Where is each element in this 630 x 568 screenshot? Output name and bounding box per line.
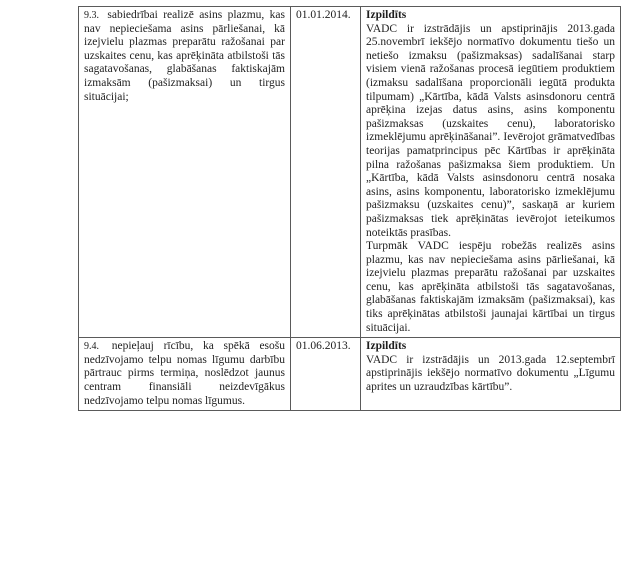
- status-paragraph: VADC ir izstrādājis un apstiprinājis 2013.gada 25.novembrī iekšējo normatīvo dokumentu tiešo un netiešo izmaksu (pašizmaksas) sadalīšanai starp visiem vienā ražošanas procesā iegūtiem produktiem (izmaksu sadalīšana proporcionāli iegūtā produkta tilpumam) „Kārtība, kādā Valsts asinsdonoru centrā aprēķina izejas datus asins, asins komponentu pašizmaksas (uzskaites cenu), laboratorisko izmeklējumu aprēķināšanai”. Ievērojot grāmatvedības teorijas pamatprincipus pēc Kārtības ir aprēķināta pilna ražošanas pašizmaksa šiem produktiem. Un „Kārtība, kādā Valsts asinsdonoru centrā nosaka asins, asins komponentu, laboratorisko izmeklējumu pašizmaksu (uzskaites cenu)”, saskaņā ar kuriem pašizmaksas tiek aprēķinātas ievērojot ieteikumos noteiktās prasības.: [366, 22, 615, 239]
- deadline-cell: [291, 338, 361, 411]
- deadline-date: 01.01.2014.: [296, 9, 351, 21]
- status-label: Izpildīts: [366, 9, 407, 21]
- task-text: nepieļauj rīcību, ka spēkā esošu nedzīvojamo telpu nomas līgumu darbību pārtrauc pirms termiņa, noslēdzot jaunus centram finansiāli neizdevīgākus nedzīvojamo telpu nomas līgumus.: [84, 340, 285, 407]
- status-cell: [361, 338, 621, 411]
- status-cell: [361, 7, 621, 338]
- deadline-date: 01.06.2013.: [296, 340, 351, 353]
- task-cell: [79, 338, 291, 411]
- status-paragraph: Turpmāk VADC iespēju robežās realizēs asins plazmu, kas nav nepieciešama asins pārliešanai, kā izejvielu plazmas preparātu ražošanai par uzskaites cenu, kas aprēķināta atbilstoši tās sagatavošanas, glabāšanas faktiskajām izmaksām (pašizmaksai), kas tiks aprēķinātas atbilstoši jaunajai kārtībai un tirgus situācijai.: [366, 240, 615, 334]
- task-cell: [79, 7, 291, 338]
- status-label: Izpildīts: [366, 340, 407, 353]
- item-number: 9.4.: [84, 341, 99, 353]
- table-row: [79, 338, 621, 411]
- deadline-cell: [291, 7, 361, 338]
- status-paragraph: VADC ir izstrādājis un 2013.gada 12.septembrī apstiprinājis iekšējo normatīvo dokumentu „Līgumu aprites un uzraudzības kārtību”.: [366, 353, 615, 394]
- report-table: [78, 6, 621, 411]
- task-text: sabiedrībai realizē asins plazmu, kas nav nepieciešama asins pārliešanai, kā izejvielu plazmas preparātu ražošanai par uzskaites cenu, kas aprēķināta atbilstoši tās sagatavošanas, glabāšanas faktiskajām izmaksām (pašizmaksai) un tirgus situācijai;: [84, 9, 285, 103]
- table-row: [79, 7, 621, 338]
- item-number: 9.3.: [84, 10, 99, 21]
